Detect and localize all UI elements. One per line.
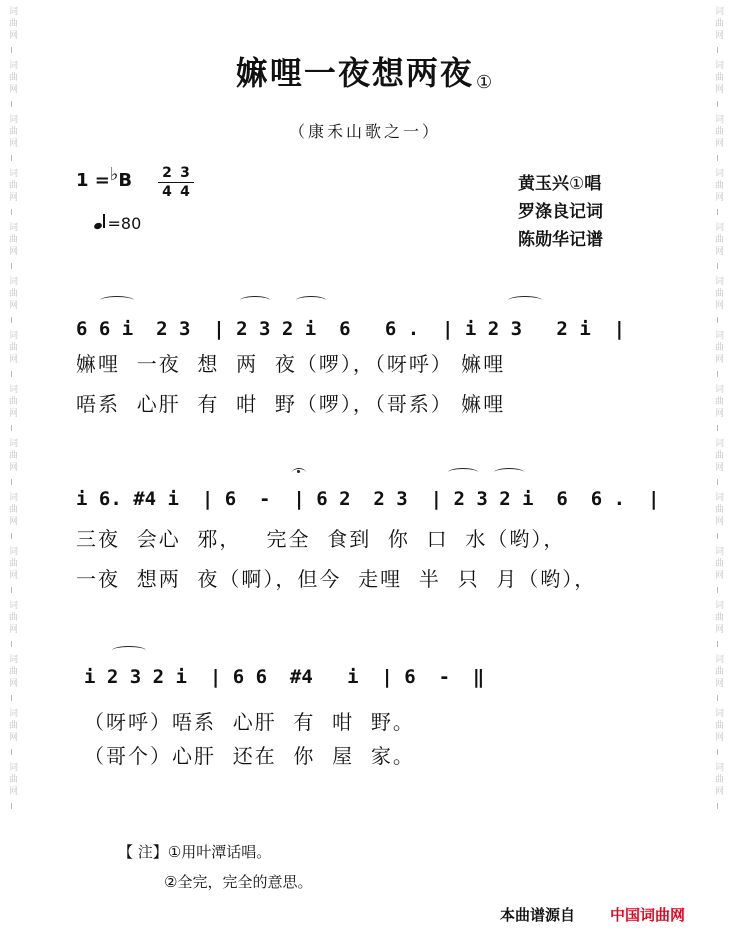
song-title bbox=[0, 48, 730, 94]
lyric-line-2a: 三夜 会心 邪， 完全 食到 你 口 水（哟）， bbox=[76, 527, 566, 551]
key-note: B bbox=[118, 170, 133, 191]
watermark-text: 词曲网 bbox=[7, 168, 17, 204]
time-signature-bottom: 4 bbox=[162, 184, 172, 200]
tempo-text: =80 bbox=[107, 214, 142, 233]
watermark-right bbox=[707, 0, 729, 952]
footer-source-text: 本曲谱源自 bbox=[500, 906, 576, 924]
lyric-line-1b: 唔系 心肝 有 咁 野（啰），（哥系） 嫲哩 bbox=[76, 392, 506, 416]
slur-mark bbox=[448, 468, 478, 477]
notation-line-1: 6 6 i 2 3 | 2 3 2 i 6 6 . | i 2 3 2 i | bbox=[76, 318, 626, 340]
slur-mark bbox=[494, 468, 524, 477]
watermark-text: 词曲网 bbox=[7, 708, 17, 744]
slur-mark bbox=[240, 296, 270, 305]
slur-mark bbox=[508, 296, 542, 305]
lyric-line-3a: （呀呼）唔系 心肝 有 咁 野。 bbox=[84, 710, 415, 734]
watermark-text: 词曲网 bbox=[7, 330, 17, 366]
footnote-text: ①用叶潭话唱。 bbox=[167, 843, 272, 861]
credits bbox=[518, 170, 603, 254]
time-signature-top: 3 bbox=[180, 165, 190, 181]
watermark-text: 词曲网 bbox=[713, 168, 723, 204]
watermark-text: 词曲网 bbox=[713, 384, 723, 420]
watermark-left bbox=[1, 0, 23, 952]
watermark-text: 词曲网 bbox=[713, 330, 723, 366]
footnote-2 bbox=[118, 867, 312, 897]
flat-icon: ♭ bbox=[109, 164, 119, 185]
footer-site-link[interactable]: 中国词曲网 bbox=[610, 906, 686, 924]
watermark-text: 词曲网 bbox=[7, 222, 17, 258]
watermark-text: 词曲网 bbox=[713, 708, 723, 744]
notation-line-3: i 2 3 2 i | 6 6 #4 i | 6 - ‖ bbox=[84, 666, 485, 688]
watermark-text: 词曲网 bbox=[713, 600, 723, 636]
song-title-text: 嫲哩一夜想两夜 bbox=[235, 54, 474, 92]
credit-name: 陈勋华记谱 bbox=[518, 230, 603, 250]
watermark-text: 词曲网 bbox=[713, 762, 723, 798]
footnote-label: 【 注】 bbox=[118, 843, 168, 861]
key-signature bbox=[76, 164, 133, 191]
credit-lyrics bbox=[518, 198, 603, 226]
footnote-text: ②全完，完全的意思。 bbox=[164, 873, 313, 891]
watermark-text: 词曲网 bbox=[713, 654, 723, 690]
watermark-text: 词曲网 bbox=[7, 654, 17, 690]
watermark-text: 词曲网 bbox=[713, 438, 723, 474]
lyric-line-3b: （哥个）心肝 还在 你 屋 家。 bbox=[84, 744, 415, 768]
title-note-mark: ① bbox=[475, 72, 495, 93]
time-signature-top: 2 bbox=[162, 165, 172, 181]
slur-mark bbox=[296, 296, 326, 305]
credit-singer bbox=[518, 170, 603, 198]
slur-mark bbox=[100, 296, 134, 305]
lyric-line-2b: 一夜 想两 夜（啊），但今 走哩 半 只 月（哟）， bbox=[76, 567, 597, 591]
watermark-text: 词曲网 bbox=[713, 6, 723, 42]
watermark-text: 词曲网 bbox=[7, 60, 17, 96]
watermark-text: 词曲网 bbox=[7, 546, 17, 582]
song-subtitle: （康禾山歌之一） bbox=[288, 122, 441, 141]
watermark-text: 词曲网 bbox=[7, 6, 17, 42]
credit-mark: ① bbox=[569, 174, 585, 194]
footnotes bbox=[118, 837, 312, 897]
watermark-text: 词曲网 bbox=[713, 546, 723, 582]
watermark-text: 词曲网 bbox=[7, 492, 17, 528]
footnote-1 bbox=[118, 837, 312, 867]
watermark-text: 词曲网 bbox=[713, 492, 723, 528]
watermark-text: 词曲网 bbox=[713, 60, 723, 96]
watermark-text: 词曲网 bbox=[713, 222, 723, 258]
watermark-text: 词曲网 bbox=[7, 384, 17, 420]
watermark-text: 词曲网 bbox=[7, 438, 17, 474]
watermark-text: 词曲网 bbox=[7, 762, 17, 798]
time-signature-bottom: 4 bbox=[180, 184, 190, 200]
watermark-text: 词曲网 bbox=[7, 114, 17, 150]
tempo-marking bbox=[94, 214, 141, 233]
notation-line-2: i 6. #4 i | 6 - | 6 2 2 3 | 2 3 2 i 6 6 . | bbox=[76, 488, 660, 510]
watermark-text: 词曲网 bbox=[713, 276, 723, 312]
quarter-note-icon bbox=[93, 222, 103, 230]
watermark-text: 词曲网 bbox=[7, 276, 17, 312]
key-label: 1 = bbox=[76, 170, 110, 191]
credit-notation bbox=[518, 226, 603, 254]
time-signature-2-4 bbox=[158, 165, 176, 200]
fermata-icon bbox=[292, 468, 306, 477]
credit-role: 唱 bbox=[584, 174, 602, 194]
credit-name: 黄玉兴 bbox=[518, 174, 569, 194]
watermark-text: 词曲网 bbox=[713, 114, 723, 150]
slur-mark bbox=[112, 646, 146, 655]
time-signature-3-4 bbox=[176, 165, 194, 200]
watermark-text: 词曲网 bbox=[7, 600, 17, 636]
lyric-line-1a: 嫲哩 一夜 想 两 夜（啰），（呀呼） 嫲哩 bbox=[76, 352, 506, 376]
credit-name: 罗涤良记词 bbox=[518, 202, 603, 222]
